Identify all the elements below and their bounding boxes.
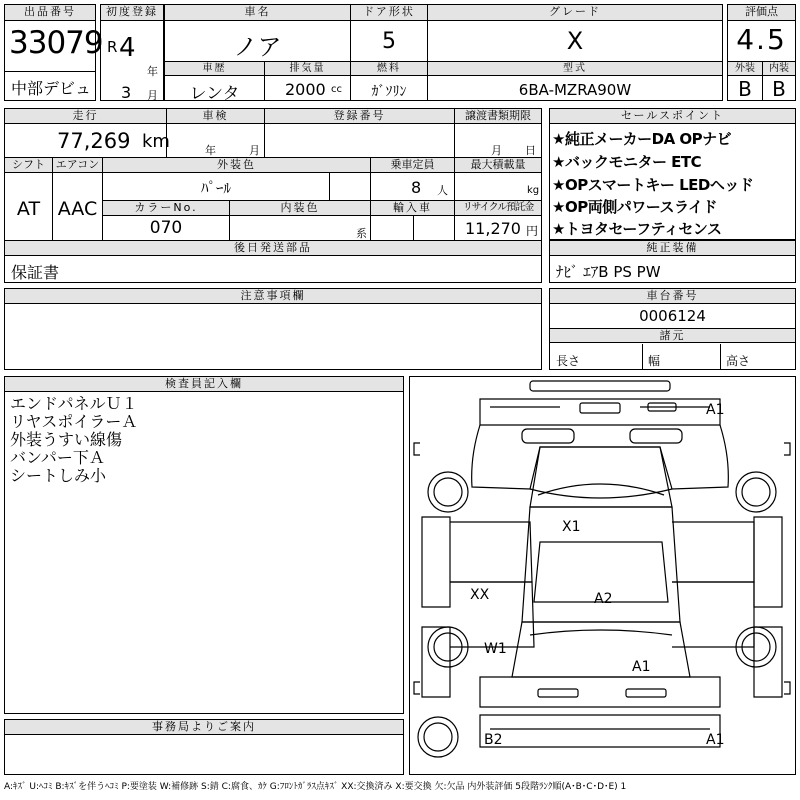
rear-bumper-outline	[480, 715, 720, 747]
score-value: 4.5	[736, 23, 787, 56]
inspection-label: 車検	[167, 109, 264, 124]
inspection-cell	[166, 108, 265, 158]
registration-month: 3	[121, 83, 132, 102]
score-label: 評価点	[728, 5, 795, 21]
interior-grade-cell	[762, 61, 796, 101]
recycle-unit: 円	[526, 224, 539, 238]
color-no-label: カラーNo.	[103, 201, 229, 216]
inspector-box	[4, 376, 404, 714]
later-parts-cell	[4, 240, 542, 283]
recycle-cell	[454, 200, 542, 241]
car-name: ノア	[233, 33, 282, 61]
displacement-cell	[264, 61, 351, 101]
model-label: 型式	[428, 62, 722, 76]
fuel-cell	[350, 61, 428, 101]
inspector-line: バンパー下Ａ	[10, 448, 105, 467]
ac-value: AAC	[57, 198, 98, 220]
damage-legend: A:ｷｽﾞ U:ﾍｺﾐ B:ｷｽﾞを伴うﾍｺﾐ P:要塗装 W:補修跡 S:錆 C:腐食、ｶｹ G:ﾌﾛﾝﾄｶﾞﾗｽ点ｷｽﾞ XX:交換済み X:要交換 欠:欠品 内外装評価 5段階ﾗﾝｸ順(A･B･C･D･E) 1	[4, 782, 627, 792]
door-count: 5	[382, 29, 396, 54]
mileage-unit: km	[142, 131, 170, 152]
interior-grade-label: 内装	[763, 62, 795, 76]
load-unit: kg	[527, 185, 540, 196]
mileage-value: 77,269	[57, 129, 131, 153]
int-color-label: 内装色	[230, 201, 370, 216]
inspector-line: シートしみ小	[10, 466, 107, 485]
notes-box	[4, 288, 542, 370]
shift-label: シフト	[5, 158, 52, 173]
left-side-panels	[422, 517, 450, 697]
damage-mark: W1	[484, 641, 507, 657]
later-parts-label: 後日発送部品	[5, 241, 541, 256]
damage-diagram	[409, 376, 796, 775]
history-cell	[164, 61, 265, 104]
shift-cell	[4, 157, 53, 241]
displacement-label: 排気量	[265, 62, 350, 76]
car-name-cell	[164, 4, 351, 62]
office-box	[4, 719, 404, 775]
equipment-value: ﾅﾋﾞ ｴｱB PS PW	[556, 263, 661, 281]
auction-venue: 中部デビュ	[11, 79, 92, 98]
interior-grade: B	[772, 77, 786, 101]
ext-color-label: 外装色	[103, 158, 370, 173]
sales-point-item: ★OPスマートキー LEDヘッド	[552, 176, 754, 194]
front-left-door	[450, 522, 532, 582]
equipment-cell	[549, 240, 796, 283]
displacement-unit: cc	[331, 84, 342, 95]
exterior-grade-label: 外装	[728, 62, 762, 76]
plate-label: 登録番号	[265, 109, 454, 124]
registration-year: 4	[119, 33, 136, 63]
damage-mark: A1	[706, 402, 725, 418]
color-no-cell	[102, 200, 230, 241]
lot-number-box	[4, 4, 103, 101]
transfer-day-unit: 日	[525, 144, 536, 157]
sales-points-label: セールスポイント	[550, 109, 795, 124]
inspection-month-unit: 月	[249, 144, 260, 157]
office-label: 事務局よりご案内	[5, 720, 403, 735]
mileage-label: 走行	[5, 109, 166, 124]
displacement-value: 2000	[285, 80, 326, 99]
rear-left-door	[450, 582, 534, 647]
ext-color-value: ﾊﾟｰﾙ	[200, 179, 231, 197]
transfer-cell	[454, 108, 542, 158]
car-name-label: 車名	[165, 5, 350, 21]
lot-number: 33079	[9, 25, 103, 61]
history-label: 車歴	[165, 62, 264, 76]
int-color-cell	[229, 200, 371, 241]
height-label: 高さ	[726, 354, 751, 368]
capacity-value: 8	[411, 178, 422, 197]
damage-mark: A2	[594, 591, 613, 607]
ac-cell	[52, 157, 103, 241]
mileage-cell	[4, 108, 170, 158]
lot-number-label: 出品番号	[5, 5, 95, 21]
first-registration-label: 初度登録	[101, 5, 163, 21]
int-color-suffix: 系	[356, 227, 367, 240]
first-registration-box	[100, 4, 164, 101]
month-unit: 月	[147, 89, 158, 102]
history-value: レンタ	[189, 84, 240, 104]
inspection-year-unit: 年	[205, 144, 216, 157]
grade-cell	[427, 4, 723, 62]
later-parts-value: 保証書	[11, 263, 60, 282]
sales-points-box	[549, 108, 796, 240]
model-code: 6BA-MZRA90W	[518, 81, 632, 99]
door-cell	[350, 4, 428, 62]
rear-right-door	[672, 582, 754, 647]
grade-label: グレード	[428, 5, 722, 21]
damage-mark: A1	[632, 659, 651, 675]
damage-mark: A1	[706, 732, 725, 748]
ac-label: エアコン	[53, 158, 102, 173]
fuel-label: 燃料	[351, 62, 427, 76]
capacity-unit: 人	[437, 184, 448, 197]
sales-point-item: ★OP両側パワースライド	[552, 198, 717, 216]
year-unit: 年	[147, 65, 158, 78]
score-cell	[727, 4, 796, 62]
damage-mark: XX	[470, 587, 490, 603]
inspector-line: リヤスポイラーＡ	[10, 412, 138, 431]
right-side-panels	[754, 517, 782, 697]
fuel-value: ｶﾞｿﾘﾝ	[371, 84, 407, 100]
model-cell	[427, 61, 723, 101]
shift-value: AT	[16, 198, 41, 220]
era-letter: R	[107, 38, 118, 56]
exterior-grade-cell	[727, 61, 763, 101]
dimensions-label: 諸元	[550, 328, 795, 343]
capacity-label: 乗車定員	[371, 158, 454, 173]
sales-point-item: ★純正メーカーDA OPナビ	[552, 130, 732, 148]
ext-color-cell	[102, 157, 371, 201]
door-label: ドア形状	[351, 5, 427, 21]
notes-label: 注意事項欄	[5, 289, 541, 304]
equipment-label: 純正装備	[550, 241, 795, 256]
grade-value: X	[566, 27, 584, 55]
transfer-label: 譲渡書類期限	[455, 109, 541, 124]
recycle-label: リサイクル預託金	[455, 201, 541, 216]
damage-mark: B2	[484, 732, 503, 748]
hood-outline	[472, 425, 729, 489]
import-label: 輸入車	[371, 201, 454, 216]
front-right-door	[672, 522, 754, 582]
chassis-label: 車台番号	[550, 289, 795, 304]
import-cell	[370, 200, 455, 241]
transfer-month-unit: 月	[491, 144, 502, 157]
capacity-cell	[370, 157, 455, 201]
inspector-line: 外装うすい線傷	[10, 430, 123, 449]
load-cell	[454, 157, 542, 201]
recycle-value: 11,270	[465, 219, 521, 238]
exterior-grade: B	[738, 77, 752, 101]
load-label: 最大積載量	[455, 158, 541, 173]
inspector-label: 検査員記入欄	[5, 377, 403, 392]
width-label: 幅	[648, 354, 661, 368]
tailgate-outline	[480, 677, 720, 707]
chassis-box	[549, 288, 796, 370]
sales-point-item: ★バックモニター ETC	[552, 153, 702, 171]
plate-cell	[264, 108, 455, 158]
chassis-number: 0006124	[639, 307, 706, 325]
inspector-line: エンドパネルＵ１	[10, 394, 138, 413]
length-label: 長さ	[556, 354, 581, 368]
sales-point-item: ★トヨタセーフティセンス	[552, 220, 722, 238]
front-bumper-outline	[530, 381, 670, 391]
color-no-value: 070	[149, 218, 183, 238]
damage-mark: X1	[562, 519, 581, 535]
